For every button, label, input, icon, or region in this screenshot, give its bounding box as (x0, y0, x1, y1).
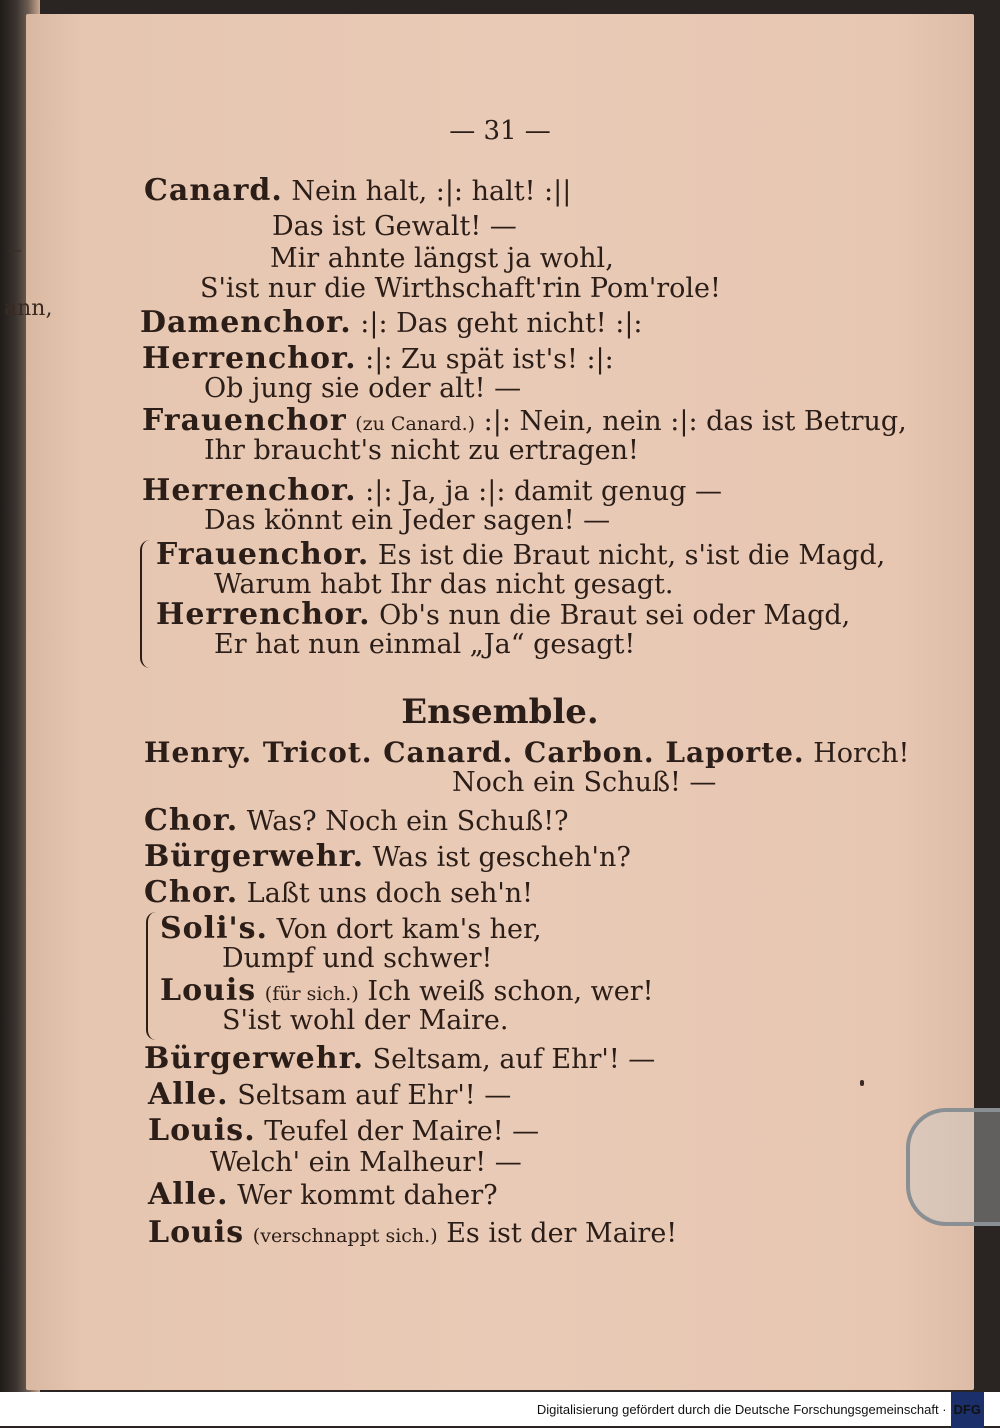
text-line: Noch ein Schuß! — (452, 767, 717, 798)
text-line: Alle. Wer kommt daher? (148, 1177, 498, 1212)
text-line: Das könnt ein Jeder sagen! — (204, 505, 611, 536)
text-line: Ob jung sie oder alt! — (204, 373, 522, 404)
text-line: Warum habt Ihr das nicht gesagt. (214, 569, 674, 600)
text-line: Chor. Was? Noch ein Schuß!? (144, 803, 569, 838)
margin-fragment: ann, (4, 296, 53, 321)
text-line: Louis. Teufel der Maire! — (148, 1113, 540, 1148)
text-line: Frauenchor. Es ist die Braut nicht, s'ist die Magd, (156, 537, 886, 572)
text-line: Er hat nun einmal „Ja“ gesagt! (214, 629, 636, 660)
text-line: Frauenchor (zu Canard.) :|: Nein, nein :|: das ist Betrug, (142, 403, 907, 438)
text-line: Dumpf und schwer! (222, 943, 493, 974)
page-clip (906, 1108, 1000, 1226)
text-line: Ihr braucht's nicht zu ertragen! (204, 435, 639, 466)
text-line: Bürgerwehr. Seltsam, auf Ehr'! — (144, 1041, 656, 1076)
ink-spot (860, 1080, 864, 1086)
text-line: Damenchor. :|: Das geht nicht! :|: (140, 305, 643, 340)
text-line: Herrenchor. :|: Zu spät ist's! :|: (142, 341, 614, 376)
text-line: Louis (für sich.) Ich weiß schon, wer! (160, 973, 654, 1008)
text-line: Louis (verschnappt sich.) Es ist der Maire! (148, 1215, 678, 1250)
text-line: Das ist Gewalt! — (272, 211, 517, 242)
footer-text: Digitalisierung gefördert durch die Deutsche Forschungsgemeinschaft · DFG (537, 1402, 992, 1417)
text-line: Henry. Tricot. Canard. Carbon. Laporte. Horch! (144, 736, 910, 769)
text-line: Welch' ein Malheur! — (210, 1147, 522, 1178)
section-heading: Ensemble. (401, 692, 599, 732)
page-number: — 31 — (449, 116, 551, 146)
text-line: Soli's. Von dort kam's her, (160, 911, 542, 946)
brace (146, 912, 156, 1040)
text-line: Herrenchor. :|: Ja, ja :|: damit genug — (142, 473, 722, 508)
text-line: S'ist nur die Wirthschaft'rin Pom'role! (200, 273, 721, 304)
brace (140, 540, 150, 668)
text-line: S'ist wohl der Maire. (222, 1005, 509, 1036)
margin-dash: — (6, 240, 22, 259)
dfg-logo: DFG (951, 1392, 984, 1428)
text-line: Herrenchor. Ob's nun die Braut sei oder Magd, (156, 597, 851, 632)
text-line: Mir ahnte längst ja wohl, (270, 243, 614, 274)
text-line: Alle. Seltsam auf Ehr'! — (148, 1077, 512, 1112)
text-line: Bürgerwehr. Was ist gescheh'n? (144, 839, 631, 874)
text-line: Chor. Laßt uns doch seh'n! (144, 875, 534, 910)
footer-bar (0, 1392, 1000, 1426)
text-line: Canard. Nein halt, :|: halt! :|| (144, 173, 572, 208)
